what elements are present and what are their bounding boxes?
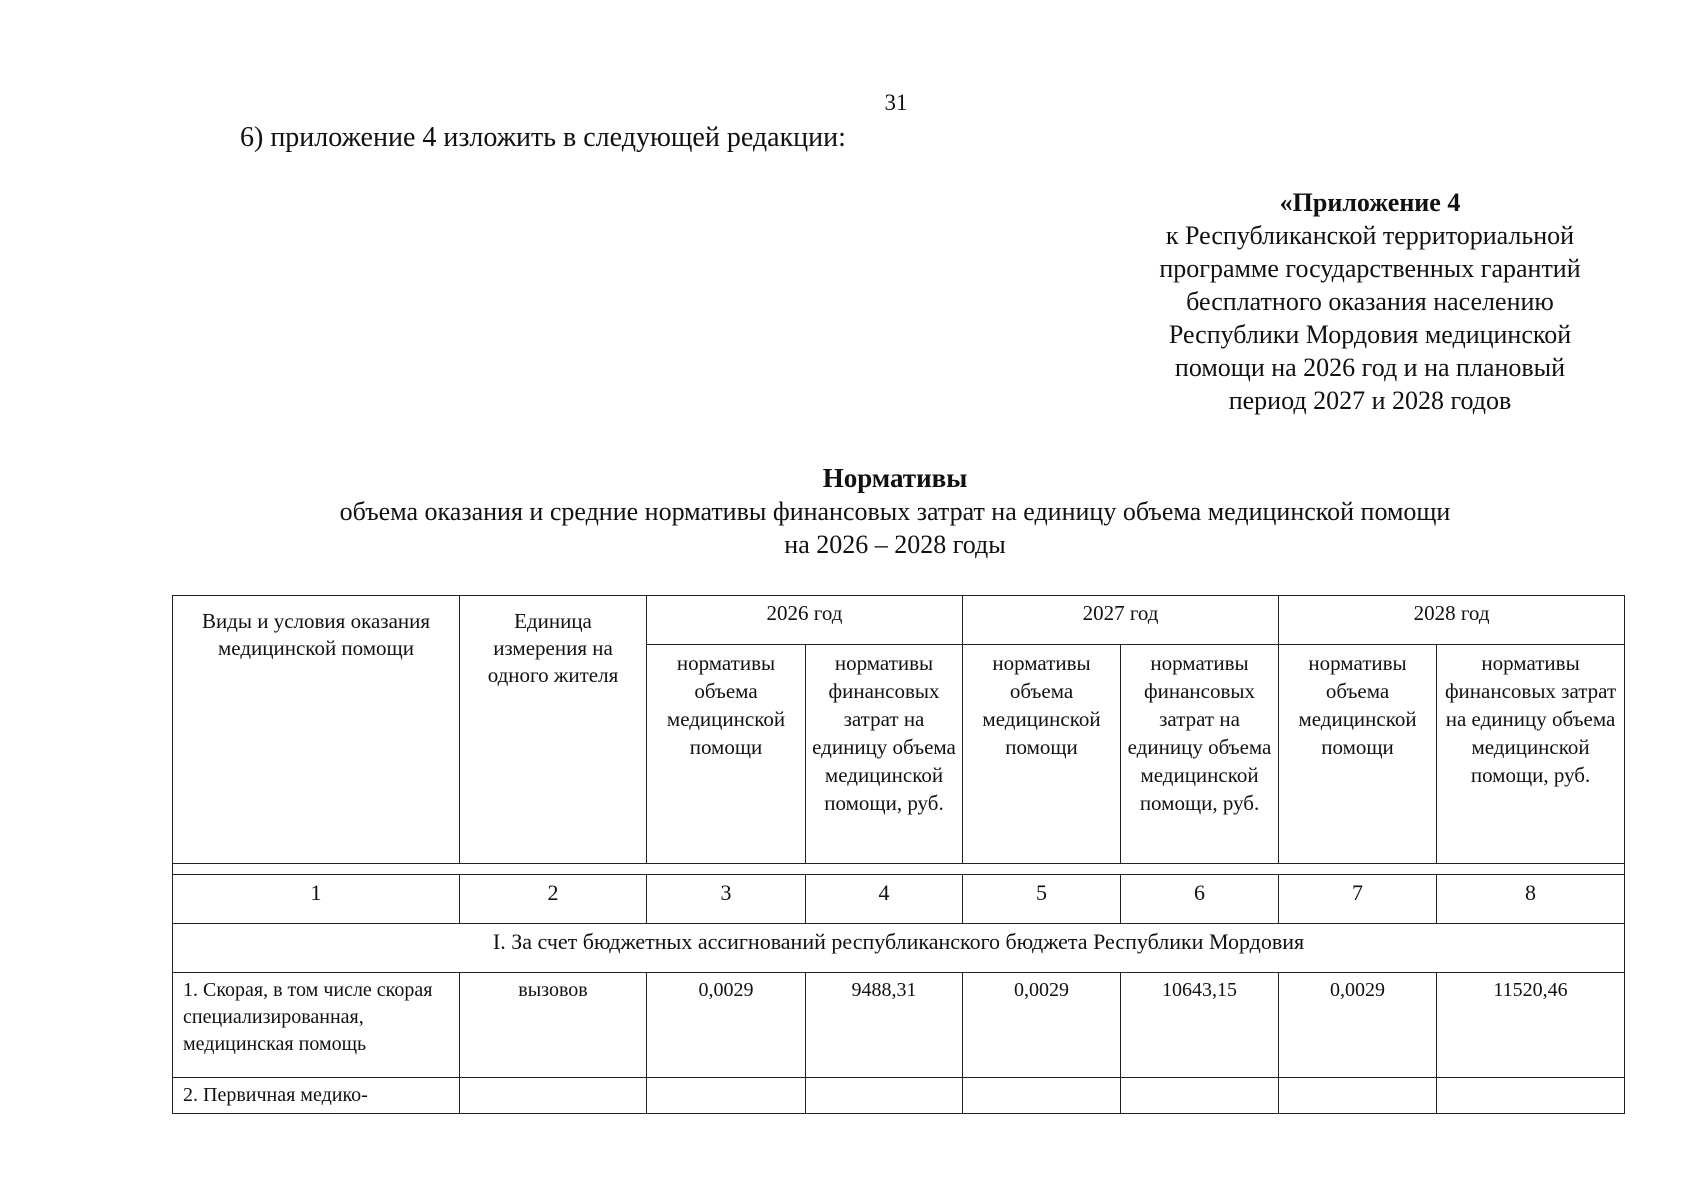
table-gap-cell <box>173 864 1625 875</box>
table-gap <box>173 864 1625 875</box>
header-row-years <box>173 596 1625 645</box>
appendix-line: к Республиканской территориальной <box>1165 221 1575 250</box>
row-cost-2026: 9488,31 <box>806 973 963 1078</box>
header-cost-2028: нормативы финансовых затрат на единицу объема медицинской помощи, руб. <box>1437 645 1625 864</box>
intro-line: 6) приложение 4 изложить в следующей редакции: <box>240 122 846 153</box>
row-cost-2028: 11520,46 <box>1437 973 1625 1078</box>
header-year-2028: 2028 год <box>1279 596 1625 645</box>
appendix-line: Республики Мордовия медицинской <box>1168 320 1572 349</box>
row-volume-2027 <box>963 1078 1121 1114</box>
header-year-2026: 2026 год <box>647 596 963 645</box>
row-unit <box>460 1078 647 1114</box>
header-year-2027: 2027 год <box>963 596 1279 645</box>
appendix-line: период 2027 и 2028 годов <box>1228 386 1512 415</box>
header-kind: Виды и условия оказания медицинской помощи <box>173 596 460 864</box>
row-volume-2026 <box>647 1078 806 1114</box>
row-cost-2027: 10643,15 <box>1121 973 1279 1078</box>
column-number: 3 <box>647 875 806 924</box>
page-number: 31 <box>884 90 908 115</box>
section-title: I. За счет бюджетных ассигнований республиканского бюджета Республики Мордовия <box>173 924 1625 973</box>
appendix-caption <box>1090 186 1650 417</box>
appendix-title: «Приложение 4 <box>1279 188 1461 217</box>
column-number: 8 <box>1437 875 1625 924</box>
row-volume-2028: 0,0029 <box>1279 973 1437 1078</box>
row-volume-2026: 0,0029 <box>647 973 806 1078</box>
appendix-line: бесплатного оказания населению <box>1186 287 1554 316</box>
column-number: 7 <box>1279 875 1437 924</box>
row-cost-2026 <box>806 1078 963 1114</box>
column-number: 1 <box>173 875 460 924</box>
row-volume-2028 <box>1279 1078 1437 1114</box>
header-volume-2028: нормативы объема медицинской помощи <box>1279 645 1437 864</box>
appendix-line: помощи на 2026 год и на плановый <box>1174 353 1566 382</box>
column-number: 2 <box>460 875 647 924</box>
column-number: 5 <box>963 875 1121 924</box>
row-name: 2. Первичная медико- <box>173 1078 460 1114</box>
document-heading <box>210 462 1580 561</box>
header-cost-2027: нормативы финансовых затрат на единицу объема медицинской помощи, руб. <box>1121 645 1279 864</box>
row-volume-2027: 0,0029 <box>963 973 1121 1078</box>
row-cost-2028 <box>1437 1078 1625 1114</box>
section-row <box>173 924 1625 973</box>
heading-subtitle: объема оказания и средние нормативы финансовых затрат на единицу объема медицинской помощи <box>339 497 1451 526</box>
table-row <box>173 1078 1625 1114</box>
column-number: 6 <box>1121 875 1279 924</box>
norms-table <box>172 595 1625 1114</box>
header-unit: Единица измерения на одного жителя <box>460 596 647 864</box>
row-cost-2027 <box>1121 1078 1279 1114</box>
appendix-line: программе государственных гарантий <box>1159 254 1581 283</box>
header-cost-2026: нормативы финансовых затрат на единицу объема медицинской помощи, руб. <box>806 645 963 864</box>
column-number: 4 <box>806 875 963 924</box>
table-row <box>173 973 1625 1078</box>
heading-title: Нормативы <box>822 463 968 493</box>
row-name: 1. Скорая, в том числе скорая специализированная, медицинская помощь <box>173 973 460 1078</box>
row-unit: вызовов <box>460 973 647 1078</box>
column-numbers-row <box>173 875 1625 924</box>
header-volume-2027: нормативы объема медицинской помощи <box>963 645 1121 864</box>
header-volume-2026: нормативы объема медицинской помощи <box>647 645 806 864</box>
heading-years: на 2026 – 2028 годы <box>784 530 1006 559</box>
